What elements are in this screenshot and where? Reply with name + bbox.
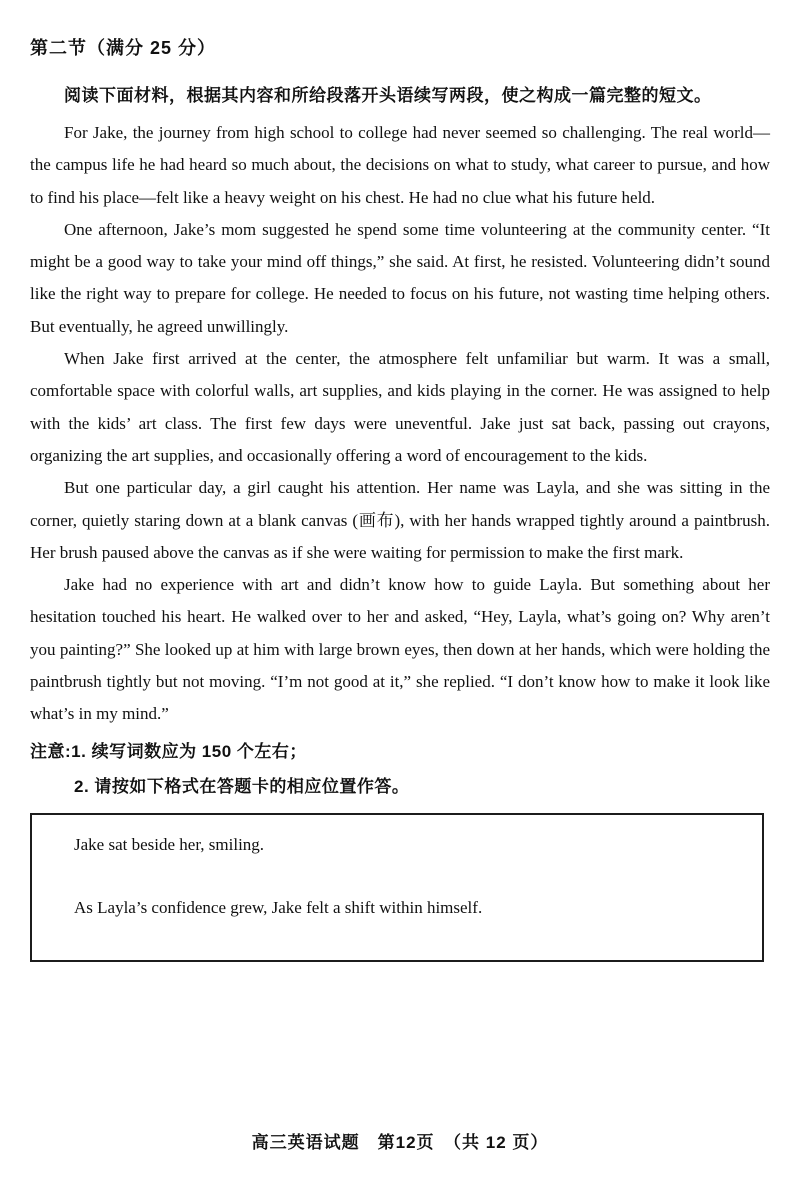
passage-paragraph-2: One afternoon, Jake’s mom suggested he spend some time volunteering at the community center. “It might be a good way to take your mind off things,” she said. At first, he resisted. Volunteering didn’t sound like the right way to prepare for college. He needed to focus on his future, not wasting time helping others. But eventually, he agreed unwillingly. [30, 219, 770, 336]
page-footer: 高三英语试题 第12页 （共 12 页） [251, 1133, 549, 1152]
passage-paragraph-4: But one particular day, a girl caught his attention. Her name was Layla, and she was sitting in the corner, quietly staring down at a blank canvas (画布), with her hands wrapped tightly around a paintbrush. Her brush paused above the canvas as if she were waiting for permission to make the first mark. [30, 478, 770, 562]
task-instruction: 阅读下面材料，根据其内容和所给段落开头语续写两段，使之构成一篇完整的短文。 [64, 86, 712, 105]
passage-paragraph-1: For Jake, the journey from high school to college had never seemed so challenging. The real world—the campus life he had heard so much about, the decisions on what to study, what career to pursue, and how to find his place—felt like a heavy weight on his chest. He had no clue what his future held. [30, 123, 770, 207]
continuation-opening-sentence-2: As Layla’s confidence grew, Jake felt a shift within himself. [74, 897, 483, 917]
answer-format-box [30, 813, 764, 962]
note-1-text: 1. 续写词数应为 150 个左右； [71, 741, 307, 761]
note-1 [30, 734, 770, 769]
reading-passage [30, 117, 770, 731]
notes-label: 注意: [30, 741, 72, 761]
continuation-opening-sentence-1: Jake sat beside her, smiling. [74, 834, 265, 854]
section-title: 第二节（满分 25 分） [30, 38, 217, 58]
note-2: 2. 请按如下格式在答题卡的相应位置作答。 [74, 776, 410, 796]
passage-paragraph-5: Jake had no experience with art and didn’t know how to guide Layla. But something about her hesitation touched his heart. He walked over to her and asked, “Hey, Layla, what’s going on? Why aren’t you painting?” She looked up at him with large brown eyes, then down at her hands, which were holding the paintbrush tightly but not moving. “I’m not good at it,” she replied. “I don’t know how to make it look like what’s in my mind.” [30, 575, 770, 724]
notes-section [30, 734, 770, 804]
passage-paragraph-3: When Jake first arrived at the center, the atmosphere felt unfamiliar but warm. It was a small, comfortable space with colorful walls, art supplies, and kids playing in the corner. He was assigned to help with the kids’ art class. The first few days were uneventful. Jake just sat back, passing out crayons, organizing the art supplies, and occasionally offering a word of encouragement to the kids. [30, 349, 770, 465]
